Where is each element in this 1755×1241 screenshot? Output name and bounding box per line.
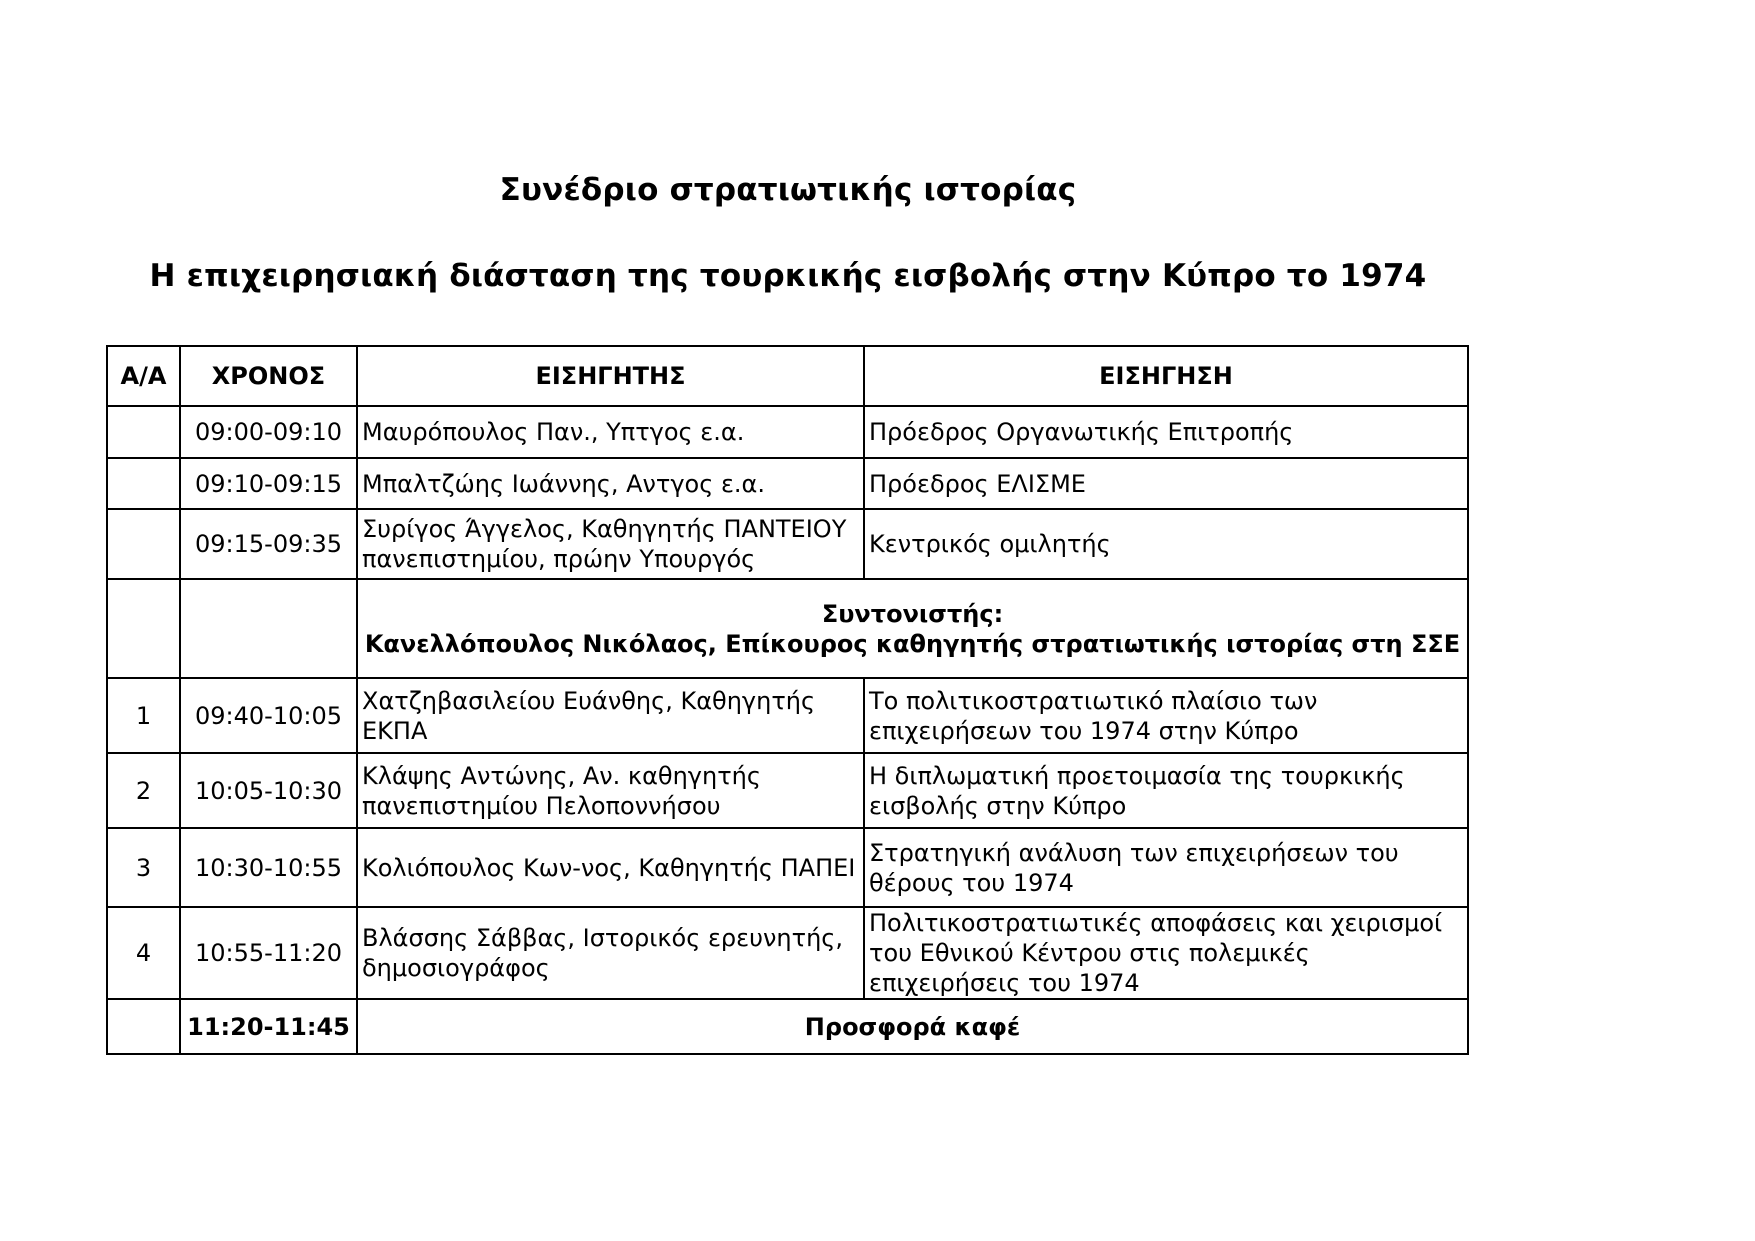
row-topic: Πρόεδρος ΕΛΙΣΜΕ: [864, 458, 1468, 509]
table-row: [107, 828, 1468, 907]
row-topic: Το πολιτικοστρατιωτικό πλαίσιο των επιχειρήσεων του 1974 στην Κύπρο: [864, 678, 1468, 753]
row-number: [107, 579, 180, 678]
row-topic: Πρόεδρος Οργανωτικής Επιτροπής: [864, 406, 1468, 458]
row-topic: Κεντρικός ομιλητής: [864, 509, 1468, 579]
document-title: Συνέδριο στρατιωτικής ιστορίας: [499, 172, 1077, 208]
break-label: Προσφορά καφέ: [357, 999, 1468, 1054]
header-speaker: ΕΙΣΗΓΗΤΗΣ: [357, 346, 864, 406]
row-number: 4: [107, 907, 180, 999]
row-speaker: Χατζηβασιλείου Ευάνθης, Καθηγητής ΕΚΠΑ: [357, 678, 864, 753]
row-time: 09:15-09:35: [180, 509, 357, 579]
row-time: 09:00-09:10: [180, 406, 357, 458]
moderator-row: [107, 579, 1468, 678]
row-time: 09:40-10:05: [180, 678, 357, 753]
table-row: [107, 678, 1468, 753]
table-row: [107, 509, 1468, 579]
row-time: 10:30-10:55: [180, 828, 357, 907]
row-topic: Στρατηγική ανάλυση των επιχειρήσεων του θέρους του 1974: [864, 828, 1468, 907]
schedule-table: [106, 345, 1469, 1055]
row-speaker: Βλάσσης Σάββας, Ιστορικός ερευνητής, δημοσιογράφος: [357, 907, 864, 999]
table-header-row: [107, 346, 1468, 406]
row-topic: Η διπλωματική προετοιμασία της τουρκικής εισβολής στην Κύπρο: [864, 753, 1468, 828]
table-row: [107, 753, 1468, 828]
row-number: 1: [107, 678, 180, 753]
header-time: ΧΡΟΝΟΣ: [180, 346, 357, 406]
break-row: [107, 999, 1468, 1054]
header-number: Α/Α: [107, 346, 180, 406]
document-subtitle: Η επιχειρησιακή διάσταση της τουρκικής εισβολής στην Κύπρο το 1974: [149, 258, 1427, 294]
table-row: [107, 458, 1468, 509]
break-time: 11:20-11:45: [180, 999, 357, 1054]
table-row: [107, 406, 1468, 458]
row-number: 3: [107, 828, 180, 907]
row-speaker: Κλάψης Αντώνης, Αν. καθηγητής πανεπιστημίου Πελοποννήσου: [357, 753, 864, 828]
row-number: [107, 406, 180, 458]
header-topic: ΕΙΣΗΓΗΣΗ: [864, 346, 1468, 406]
row-number: [107, 999, 180, 1054]
row-speaker: Κολιόπουλος Κων-νος, Καθηγητής ΠΑΠΕΙ: [357, 828, 864, 907]
row-speaker: Μπαλτζώης Ιωάννης, Αντγος ε.α.: [357, 458, 864, 509]
row-time: 10:05-10:30: [180, 753, 357, 828]
row-speaker: Συρίγος Άγγελος, Καθηγητής ΠΑΝΤΕΙΟΥ πανεπιστημίου, πρώην Υπουργός: [357, 509, 864, 579]
row-time: [180, 579, 357, 678]
table-row: [107, 907, 1468, 999]
row-time: 10:55-11:20: [180, 907, 357, 999]
row-topic: Πολιτικοστρατιωτικές αποφάσεις και χειρισμοί του Εθνικού Κέντρου στις πολεμικές επιχειρήσεις του 1974: [864, 907, 1468, 999]
row-speaker: Μαυρόπουλος Παν., Υπτγος ε.α.: [357, 406, 864, 458]
moderator-label: Συντονιστής:: [821, 599, 1004, 628]
row-number: [107, 509, 180, 579]
moderator-cell: [357, 579, 1468, 678]
row-time: 09:10-09:15: [180, 458, 357, 509]
row-number: 2: [107, 753, 180, 828]
moderator-name: Κανελλόπουλος Νικόλαος, Επίκουρος καθηγητής στρατιωτικής ιστορίας στη ΣΣΕ: [364, 629, 1461, 658]
row-number: [107, 458, 180, 509]
